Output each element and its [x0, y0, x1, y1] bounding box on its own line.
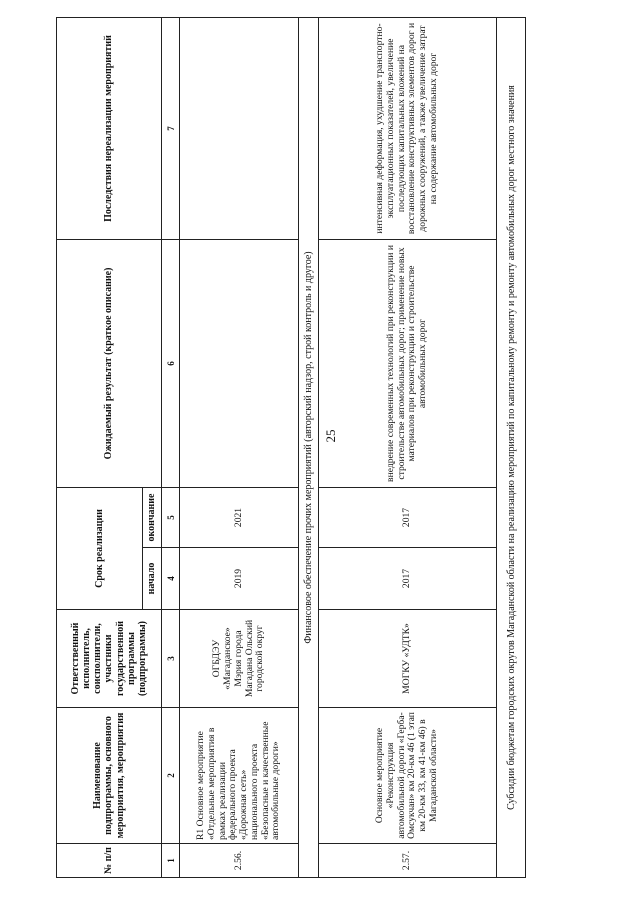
header-executor: Ответственный исполнитель, соисполнители, участники государственной программы (подпрограммы)	[57, 610, 162, 708]
row-end: 2017	[318, 488, 497, 548]
column-number: 1	[162, 844, 180, 878]
header-term-end: окончание	[142, 488, 161, 548]
program-table-sheet	[56, 18, 526, 878]
section-row	[299, 18, 318, 878]
column-number: 7	[162, 18, 180, 240]
header-term-start: начало	[142, 548, 161, 610]
header-name: Наименование подпрограммы, основного мероприятия, мероприятия	[57, 708, 162, 844]
row-executor: ОГБДЭУ «Магаданское» Мэрия города Магадана Ольский городской округ	[180, 610, 299, 708]
header-consequence: Последствия нереализации мероприятий	[57, 18, 162, 240]
column-number: 6	[162, 240, 180, 488]
row-consequence	[180, 18, 299, 240]
row-name: Основное мероприятие «Реконструкция автомобильной дороги «Герба-Омсукчан» км 20-км 46 (1 этап км 20-км 33, км 41-км 46) в Магаданской области»	[318, 708, 497, 844]
row-end: 2021	[180, 488, 299, 548]
row-name: R1 Основное мероприятие «Отдельные мероприятия в рамках реализации федерального проекта «Дорожная сеть» национального проекта «Безопасные и качественные автомобильные дороги»	[180, 708, 299, 844]
row-executor: МОГКУ «УДТК»	[318, 610, 497, 708]
section-title: Финансовое обеспечение прочих мероприятий (авторский надзор, строй контроль и другое)	[299, 18, 318, 878]
section-row	[497, 18, 526, 878]
column-number: 4	[162, 548, 180, 610]
page-number: 25	[323, 429, 338, 443]
row-number: 2.56.	[180, 844, 299, 878]
column-number: 3	[162, 610, 180, 708]
table-row	[180, 18, 299, 878]
header-row	[57, 18, 143, 878]
row-start: 2019	[180, 548, 299, 610]
row-start: 2017	[318, 548, 497, 610]
row-consequence: интенсивная деформация, ухудшение транспортно-эксплуатационных показателей, увеличение последующих капитальных вложений на восстановление конструктивных элементов дорог и дорожных сооружений, а также увеличение затрат на содержание автомобильных дорог	[318, 18, 497, 240]
column-number: 5	[162, 488, 180, 548]
row-result	[180, 240, 299, 488]
column-number: 2	[162, 708, 180, 844]
header-term: Срок реализации	[57, 488, 143, 610]
row-number: 2.57.	[318, 844, 497, 878]
column-number-row	[162, 18, 180, 878]
table-row	[318, 18, 497, 878]
section-title: Субсидии бюджетам городских округов Магаданской области на реализацию мероприятий по капитальному ремонту и ремонту автомобильных дорог местного значения	[497, 18, 526, 878]
header-result: Ожидаемый результат (краткое описание)	[57, 240, 162, 488]
program-activities-table	[56, 17, 526, 878]
row-result: внедрение современных технологий при реконструкции и строительстве автомобильных дорог; применение новых материалов при реконструкции и строительстве автомобильных дорог	[318, 240, 497, 488]
header-number: № п/п	[57, 844, 162, 878]
